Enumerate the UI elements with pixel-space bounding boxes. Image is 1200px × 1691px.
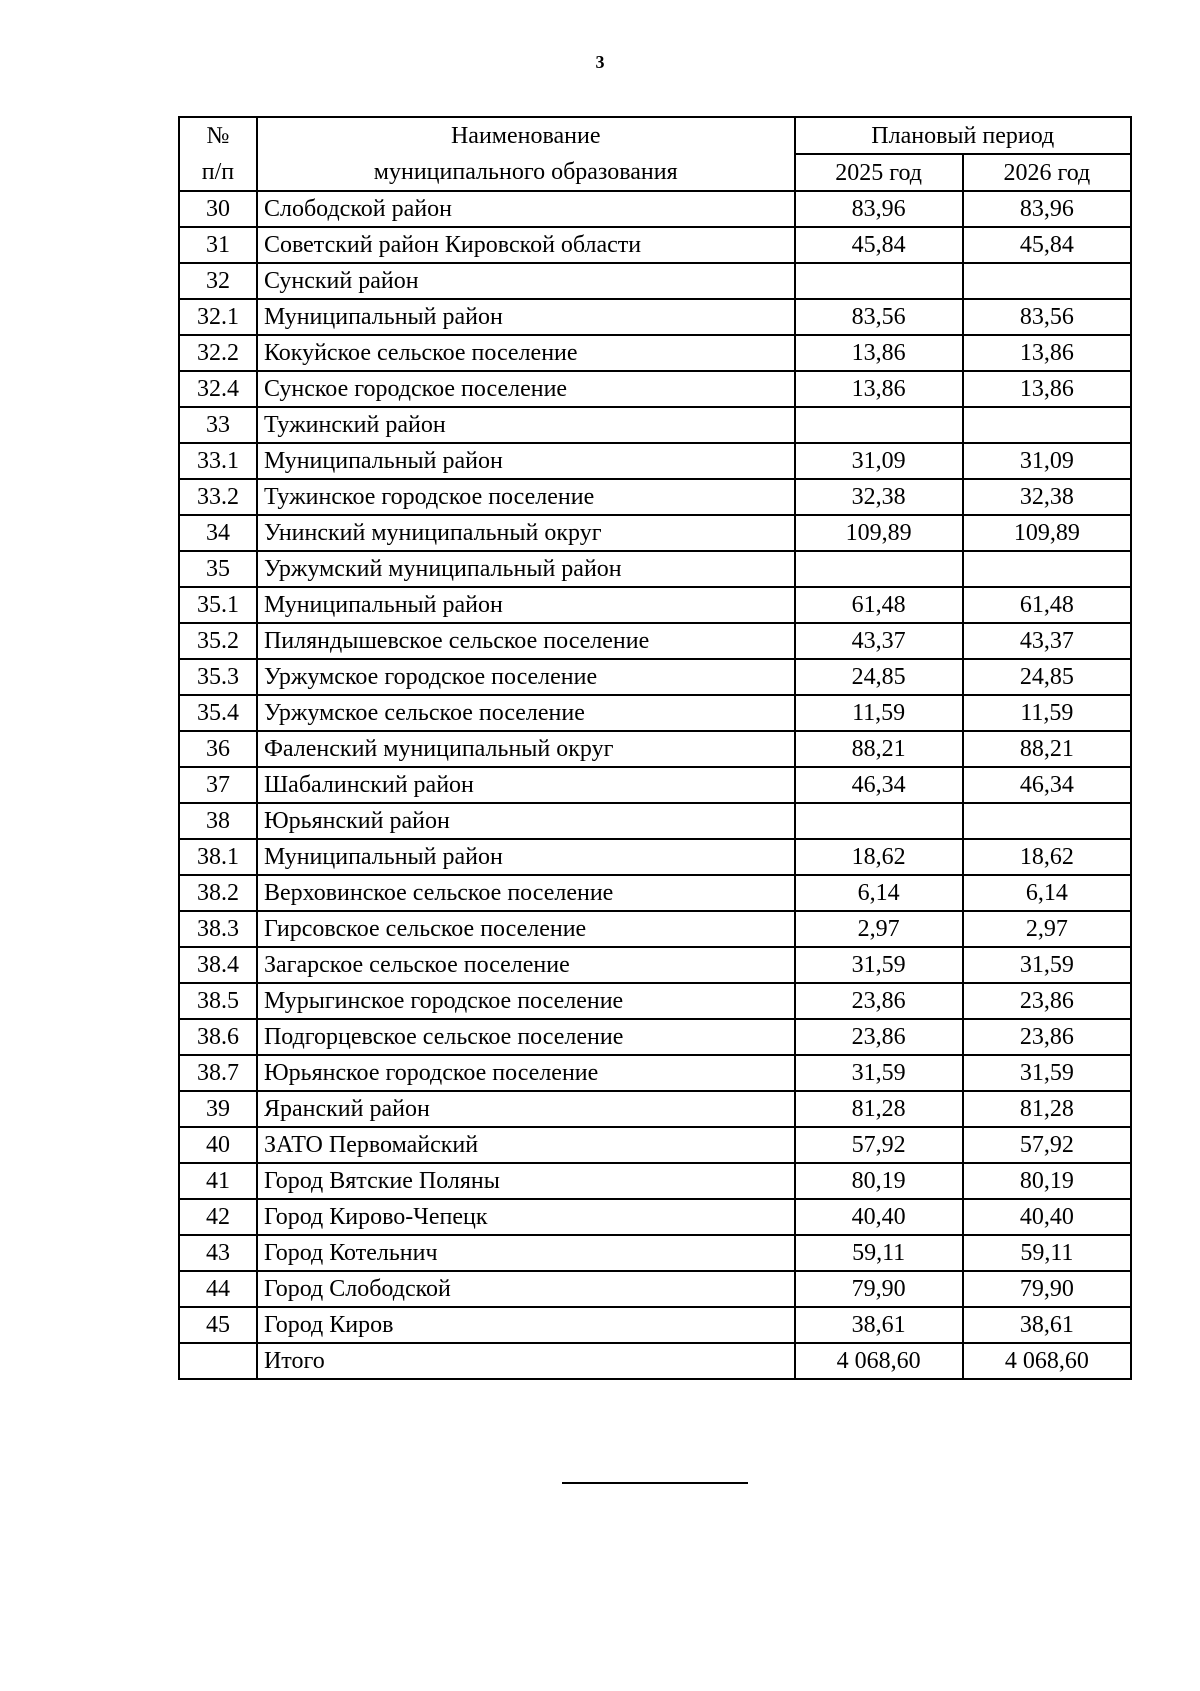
row-number: 36	[179, 731, 257, 767]
value-2025: 31,59	[795, 1055, 963, 1091]
table-row	[179, 659, 1131, 695]
value-2025: 11,59	[795, 695, 963, 731]
value-2025: 18,62	[795, 839, 963, 875]
municipality-name: Сунский район	[257, 263, 795, 299]
table-row	[179, 983, 1131, 1019]
table-row	[179, 515, 1131, 551]
value-2026: 59,11	[963, 1235, 1131, 1271]
header-name-line1: Наименование	[450, 123, 601, 149]
header-name-line2: муниципального образования	[373, 159, 678, 185]
municipality-name: Яранский район	[257, 1091, 795, 1127]
table-row	[179, 731, 1131, 767]
municipality-name: Тужинское городское поселение	[257, 479, 795, 515]
value-2026: 13,86	[963, 371, 1131, 407]
allocation-table	[178, 116, 1132, 1380]
value-2026: 24,85	[963, 659, 1131, 695]
row-number: 32.1	[179, 299, 257, 335]
header-period: Плановый период	[795, 117, 1132, 154]
value-2026: 79,90	[963, 1271, 1131, 1307]
value-2026: 18,62	[963, 839, 1131, 875]
municipality-name: Город Котельнич	[257, 1235, 795, 1271]
municipality-name: Муниципальный район	[257, 839, 795, 875]
value-2026: 57,92	[963, 1127, 1131, 1163]
value-2025	[795, 263, 963, 299]
table-row	[179, 443, 1131, 479]
value-2026: 46,34	[963, 767, 1131, 803]
table-row	[179, 371, 1131, 407]
municipality-name: Пиляндышевское сельское поселение	[257, 623, 795, 659]
header-number-cell	[179, 117, 257, 191]
table-row	[179, 839, 1131, 875]
row-number: 38.1	[179, 839, 257, 875]
row-number: 38.7	[179, 1055, 257, 1091]
municipality-name: Уржумское городское поселение	[257, 659, 795, 695]
table-row	[179, 299, 1131, 335]
footer-divider	[562, 1482, 748, 1484]
municipality-name: Шабалинский район	[257, 767, 795, 803]
value-2026: 40,40	[963, 1199, 1131, 1235]
municipality-name: Советский район Кировской области	[257, 227, 795, 263]
value-2025: 13,86	[795, 371, 963, 407]
value-2026: 11,59	[963, 695, 1131, 731]
value-2026: 61,48	[963, 587, 1131, 623]
municipality-name: Тужинский район	[257, 407, 795, 443]
value-2026: 83,96	[963, 191, 1131, 227]
row-number: 35	[179, 551, 257, 587]
value-2026	[963, 263, 1131, 299]
value-2025	[795, 803, 963, 839]
value-2026: 23,86	[963, 1019, 1131, 1055]
table-footer	[179, 1343, 1131, 1379]
municipality-name: Юрьянское городское поселение	[257, 1055, 795, 1091]
header-name-cell	[257, 117, 795, 191]
table-row	[179, 263, 1131, 299]
value-2025: 43,37	[795, 623, 963, 659]
row-number: 35.3	[179, 659, 257, 695]
table-row	[179, 191, 1131, 227]
header-year-2025: 2025 год	[795, 154, 963, 191]
municipality-name: Муниципальный район	[257, 587, 795, 623]
row-number: 32.4	[179, 371, 257, 407]
municipality-name: Слободской район	[257, 191, 795, 227]
table-row	[179, 947, 1131, 983]
row-number: 42	[179, 1199, 257, 1235]
total-row	[179, 1343, 1131, 1379]
value-2026	[963, 551, 1131, 587]
table-row	[179, 1127, 1131, 1163]
value-2025: 61,48	[795, 587, 963, 623]
value-2025: 40,40	[795, 1199, 963, 1235]
row-number: 35.2	[179, 623, 257, 659]
value-2025: 32,38	[795, 479, 963, 515]
row-number: 45	[179, 1307, 257, 1343]
row-number: 38.6	[179, 1019, 257, 1055]
table-row	[179, 407, 1131, 443]
value-2026: 45,84	[963, 227, 1131, 263]
value-2025: 88,21	[795, 731, 963, 767]
value-2025: 24,85	[795, 659, 963, 695]
table-row	[179, 335, 1131, 371]
row-number: 35.4	[179, 695, 257, 731]
municipality-name: Фаленский муниципальный округ	[257, 731, 795, 767]
value-2026: 13,86	[963, 335, 1131, 371]
table-row	[179, 1055, 1131, 1091]
municipality-name: Сунское городское поселение	[257, 371, 795, 407]
municipality-name: Мурыгинское городское поселение	[257, 983, 795, 1019]
value-2025: 45,84	[795, 227, 963, 263]
row-number: 38.5	[179, 983, 257, 1019]
row-number: 34	[179, 515, 257, 551]
row-number: 38	[179, 803, 257, 839]
value-2026: 6,14	[963, 875, 1131, 911]
total-value-2026: 4 068,60	[963, 1343, 1131, 1379]
table-row	[179, 1199, 1131, 1235]
value-2025: 23,86	[795, 983, 963, 1019]
municipality-name: Загарское сельское поселение	[257, 947, 795, 983]
table-row	[179, 587, 1131, 623]
value-2025: 83,96	[795, 191, 963, 227]
value-2026: 32,38	[963, 479, 1131, 515]
row-number: 33.1	[179, 443, 257, 479]
value-2026	[963, 407, 1131, 443]
total-label: Итого	[257, 1343, 795, 1379]
municipality-name: Верховинское сельское поселение	[257, 875, 795, 911]
value-2025: 80,19	[795, 1163, 963, 1199]
value-2025: 38,61	[795, 1307, 963, 1343]
table-row	[179, 767, 1131, 803]
table-row	[179, 1307, 1131, 1343]
header-number-symbol: №	[206, 123, 230, 149]
value-2025: 23,86	[795, 1019, 963, 1055]
table-body	[179, 191, 1131, 1343]
page-number: 3	[595, 52, 605, 72]
municipality-name: Город Кирово-Чепецк	[257, 1199, 795, 1235]
row-number: 38.4	[179, 947, 257, 983]
header-year-2026: 2026 год	[963, 154, 1131, 191]
municipality-name: Город Вятские Поляны	[257, 1163, 795, 1199]
table-header	[179, 117, 1131, 191]
value-2025: 59,11	[795, 1235, 963, 1271]
value-2025: 2,97	[795, 911, 963, 947]
municipality-name: Гирсовское сельское поселение	[257, 911, 795, 947]
value-2026: 109,89	[963, 515, 1131, 551]
municipality-name: Муниципальный район	[257, 299, 795, 335]
value-2025	[795, 551, 963, 587]
value-2025: 6,14	[795, 875, 963, 911]
municipality-name: Юрьянский район	[257, 803, 795, 839]
table-row	[179, 875, 1131, 911]
table-row	[179, 551, 1131, 587]
value-2025: 81,28	[795, 1091, 963, 1127]
municipality-name: Подгорцевское сельское поселение	[257, 1019, 795, 1055]
table-row	[179, 695, 1131, 731]
row-number: 30	[179, 191, 257, 227]
value-2026: 83,56	[963, 299, 1131, 335]
municipality-name: Муниципальный район	[257, 443, 795, 479]
value-2025: 31,09	[795, 443, 963, 479]
row-number: 33.2	[179, 479, 257, 515]
municipality-name: Уржумское сельское поселение	[257, 695, 795, 731]
row-number: 32.2	[179, 335, 257, 371]
table-row	[179, 1091, 1131, 1127]
municipality-name: Уржумский муниципальный район	[257, 551, 795, 587]
value-2025: 31,59	[795, 947, 963, 983]
row-number: 40	[179, 1127, 257, 1163]
value-2025	[795, 407, 963, 443]
row-number: 43	[179, 1235, 257, 1271]
value-2025: 13,86	[795, 335, 963, 371]
value-2025: 109,89	[795, 515, 963, 551]
value-2026: 31,59	[963, 1055, 1131, 1091]
total-number-cell	[179, 1343, 257, 1379]
value-2026: 31,09	[963, 443, 1131, 479]
table-row	[179, 479, 1131, 515]
municipality-name: Унинский муниципальный округ	[257, 515, 795, 551]
row-number: 38.3	[179, 911, 257, 947]
value-2026: 2,97	[963, 911, 1131, 947]
table-row	[179, 1271, 1131, 1307]
municipality-name: ЗАТО Первомайский	[257, 1127, 795, 1163]
table-row	[179, 1163, 1131, 1199]
row-number: 33	[179, 407, 257, 443]
row-number: 39	[179, 1091, 257, 1127]
value-2025: 57,92	[795, 1127, 963, 1163]
value-2025: 46,34	[795, 767, 963, 803]
municipality-name: Город Слободской	[257, 1271, 795, 1307]
row-number: 31	[179, 227, 257, 263]
row-number: 41	[179, 1163, 257, 1199]
value-2026	[963, 803, 1131, 839]
municipality-name: Кокуйское сельское поселение	[257, 335, 795, 371]
value-2026: 31,59	[963, 947, 1131, 983]
header-number-label: п/п	[201, 159, 235, 185]
value-2026: 23,86	[963, 983, 1131, 1019]
table-row	[179, 803, 1131, 839]
table-row	[179, 1235, 1131, 1271]
value-2026: 43,37	[963, 623, 1131, 659]
row-number: 35.1	[179, 587, 257, 623]
value-2025: 79,90	[795, 1271, 963, 1307]
table-row	[179, 1019, 1131, 1055]
value-2026: 80,19	[963, 1163, 1131, 1199]
row-number: 37	[179, 767, 257, 803]
row-number: 44	[179, 1271, 257, 1307]
value-2026: 88,21	[963, 731, 1131, 767]
row-number: 32	[179, 263, 257, 299]
table-row	[179, 227, 1131, 263]
total-value-2025: 4 068,60	[795, 1343, 963, 1379]
value-2025: 83,56	[795, 299, 963, 335]
table-row	[179, 623, 1131, 659]
row-number: 38.2	[179, 875, 257, 911]
table-row	[179, 911, 1131, 947]
value-2026: 38,61	[963, 1307, 1131, 1343]
municipality-name: Город Киров	[257, 1307, 795, 1343]
value-2026: 81,28	[963, 1091, 1131, 1127]
